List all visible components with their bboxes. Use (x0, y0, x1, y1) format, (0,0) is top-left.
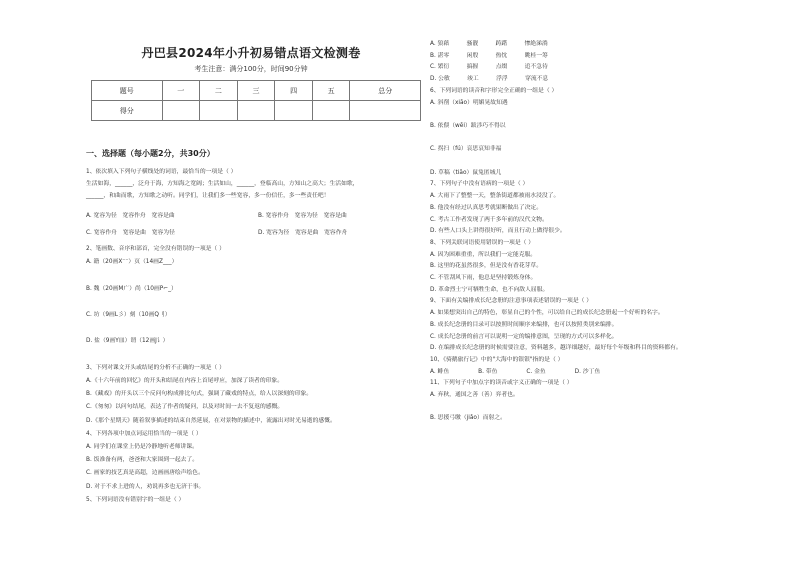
question-line: A. 鲱鱼 B. 带鱼 C. 金鱼 D. 沙丁鱼 (430, 368, 601, 375)
question-line: 11、下列句子中加点字的读音或字义正确的一项是（ ） (430, 380, 573, 387)
q1-option-d: D. 宽容为径 宽容是曲 宽容作舟 (258, 230, 348, 236)
q1-option-c: C. 宽容作舟 宽容是曲 宽容为径 (86, 230, 175, 236)
question-line: 8、下列关联词语使用错误的一项是（ ） (430, 239, 535, 246)
question-line: 9、下面有关编排成长纪念册的注意事项表述错误的一项是（ ） (430, 298, 593, 305)
question-line: 生活如海，______，泛舟于海，方知海之宽阔；生活如山，______，登临高山，方知山之高大；生活如歌， (86, 180, 359, 187)
question-line: D. 草稿（tiāo）鼠兔匿城儿 (430, 169, 502, 176)
question-line: A. 籍（20画X⁻⁻）页（14画Z___） (86, 259, 178, 266)
question-line: C. 画家的技艺真是高超，边画画唐绘声绘色。 (86, 470, 204, 477)
table-cell (275, 101, 313, 121)
table-cell: 五 (312, 81, 350, 101)
table-row (92, 81, 421, 101)
q1-option-a: A. 宽容为径 宽容作舟 宽容是曲 (86, 213, 175, 219)
question-line: D. 公敏 竣工 浮浮 穿流不息 (430, 76, 549, 83)
question-line: B. 依偎（wēi）跋涉巧不得以 (430, 122, 506, 129)
question-line: A. 因为困难重重，所以我们一定能克服。 (430, 251, 537, 258)
question-line: D. 在编排成长纪念册的时候需要注意，资料越多，越详细越好，最好每个年级和科目的资料都有。 (430, 345, 682, 352)
table-cell (237, 101, 275, 121)
page-title: 丹巴县2024年小升初易错点语文检测卷 (141, 46, 361, 60)
question-line: C. 拐扫（fú）哀思哀知非福 (430, 146, 502, 153)
table-cell: 二 (200, 81, 238, 101)
table-cell (200, 101, 238, 121)
question-line: A. 弃秋，通国之善（善）弈者也。 (430, 392, 519, 398)
question-line: A.《十六年前的回忆》的开头和结尾在内容上首尾呼应，加深了读者的印象。 (86, 378, 284, 384)
question-line: C. 不管刮风下雨，他总是坚持锻炼身体。 (430, 275, 537, 281)
question-line: A. 狼藉 骚靓 踌躇 惨絶涕淌 (430, 41, 548, 47)
table-cell (312, 101, 350, 121)
table-cell: 得分 (92, 101, 163, 121)
question-line: B.《藏戏》的开头以三个反问句构成排比句式，强调了藏戏的特点，给人以深刻的印象。 (86, 391, 313, 398)
question-line: 3、下列对课文开头或结尾的分析不正确的一项是（ ） (86, 364, 225, 371)
question-line: D. 盐（9画Y皿）谓（12画J讠） (86, 338, 169, 345)
table-cell: 题号 (92, 81, 163, 101)
question-line: B. 成长纪念册的目录可以按照时间顺序来编排，也可以按照类别来编排。 (430, 321, 618, 328)
question-line: B. 思援弓缴（jiǎo）而射之。 (430, 415, 506, 422)
table-cell: 四 (275, 81, 313, 101)
question-line: A. 斜削（xiāo）明媚晃故知遇 (430, 99, 508, 106)
score-table (91, 80, 421, 121)
question-line: 7、下列句子中没有语病的一项是（ ） (430, 181, 529, 188)
question-line: B. 这里的花虽然很多，但是没有香花芽草。 (430, 263, 543, 270)
question-line: B. 魏（20画M广）尚（10画P⌐_） (86, 285, 177, 292)
question-line: D. 对于不求上进的人，劝说再多也无济于事。 (86, 483, 205, 490)
question-line: 1、依次填入下列句子横线处的词语，最恰当的一项是（ ） (86, 169, 237, 175)
table-row (92, 101, 421, 121)
table-cell (162, 101, 200, 121)
question-line: A. 如果想突出自己的特色，彰显自己的个性，可以给自己的成长纪念册起一个好听的名字。 (430, 310, 664, 317)
question-line: B. 湛零 闲殷 热忱 眺桂一筹 (430, 52, 548, 59)
question-line: C. 繁衍 搞握 点缀 追不急待 (430, 64, 548, 71)
table-cell: 总分 (350, 81, 421, 101)
section-heading: 一、选择题（每小题2分，共30分） (86, 149, 215, 158)
question-line: ______，和曲而歌，方知歌之动听。同学们，让我们多一些宽容，多一份信任，多一些责任吧！ (86, 192, 330, 199)
question-line: C. 考古工作者发现了两千多年前的汉代文物。 (430, 216, 548, 223)
table-cell: 一 (162, 81, 200, 101)
question-line: C. 坊（9画L彡）刻（10画Q刂） (86, 312, 171, 318)
question-line: A. 大雨下了整整一天，整条街道都被雨水浸没了。 (430, 193, 560, 200)
question-line: D.《那个星期天》随着叙事描述的结束自然延展，在对景物的描述中，流露出对时光易逝的感慨。 (86, 417, 336, 424)
q1-option-b: B. 宽容作舟 宽容为径 宽容是曲 (258, 213, 347, 219)
question-line: D. 革命烈士宁可牺牲生命，也不向敌人屈服。 (430, 286, 549, 293)
question-line: D. 有些人口头上讲得很好听，而且行动上做得很少。 (430, 228, 566, 235)
question-line: 5、下列词语没有错别字的一组是（ ） (86, 496, 185, 503)
table-cell: 三 (237, 81, 275, 101)
exam-notice: 考生注意：满分100分，时间90分钟 (194, 65, 308, 73)
question-line: 6、下列词语的读音和字形完全正确的一组是（ ） (430, 87, 558, 94)
question-line: A. 同学们在课堂上仍是冷静地听老师讲课。 (86, 444, 198, 450)
question-line: C. 成长纪念册的前言可以说明一定的编排意图，呈现的方式可以多样化。 (430, 333, 618, 340)
question-line: B. 饭准备有两，爸爸和大家围到一起去了。 (86, 457, 199, 464)
question-line: 10、《骑鹅旅行记》中的"大海中的银银"指的是（ ） (430, 356, 564, 363)
table-cell (350, 101, 421, 121)
question-line: 2、笔画数、音序和部首，完全没有错误的一项是（ ） (86, 246, 225, 252)
question-line: B. 他没有经过认真思考就果断做出了决定。 (430, 204, 543, 211)
question-line: C.《匆匆》以问句结尾，表达了作者的疑问，以及对时间一去不复返的感慨。 (86, 404, 284, 411)
question-line: 4、下列各项中加点词运用恰当的一项是（ ） (86, 430, 202, 437)
